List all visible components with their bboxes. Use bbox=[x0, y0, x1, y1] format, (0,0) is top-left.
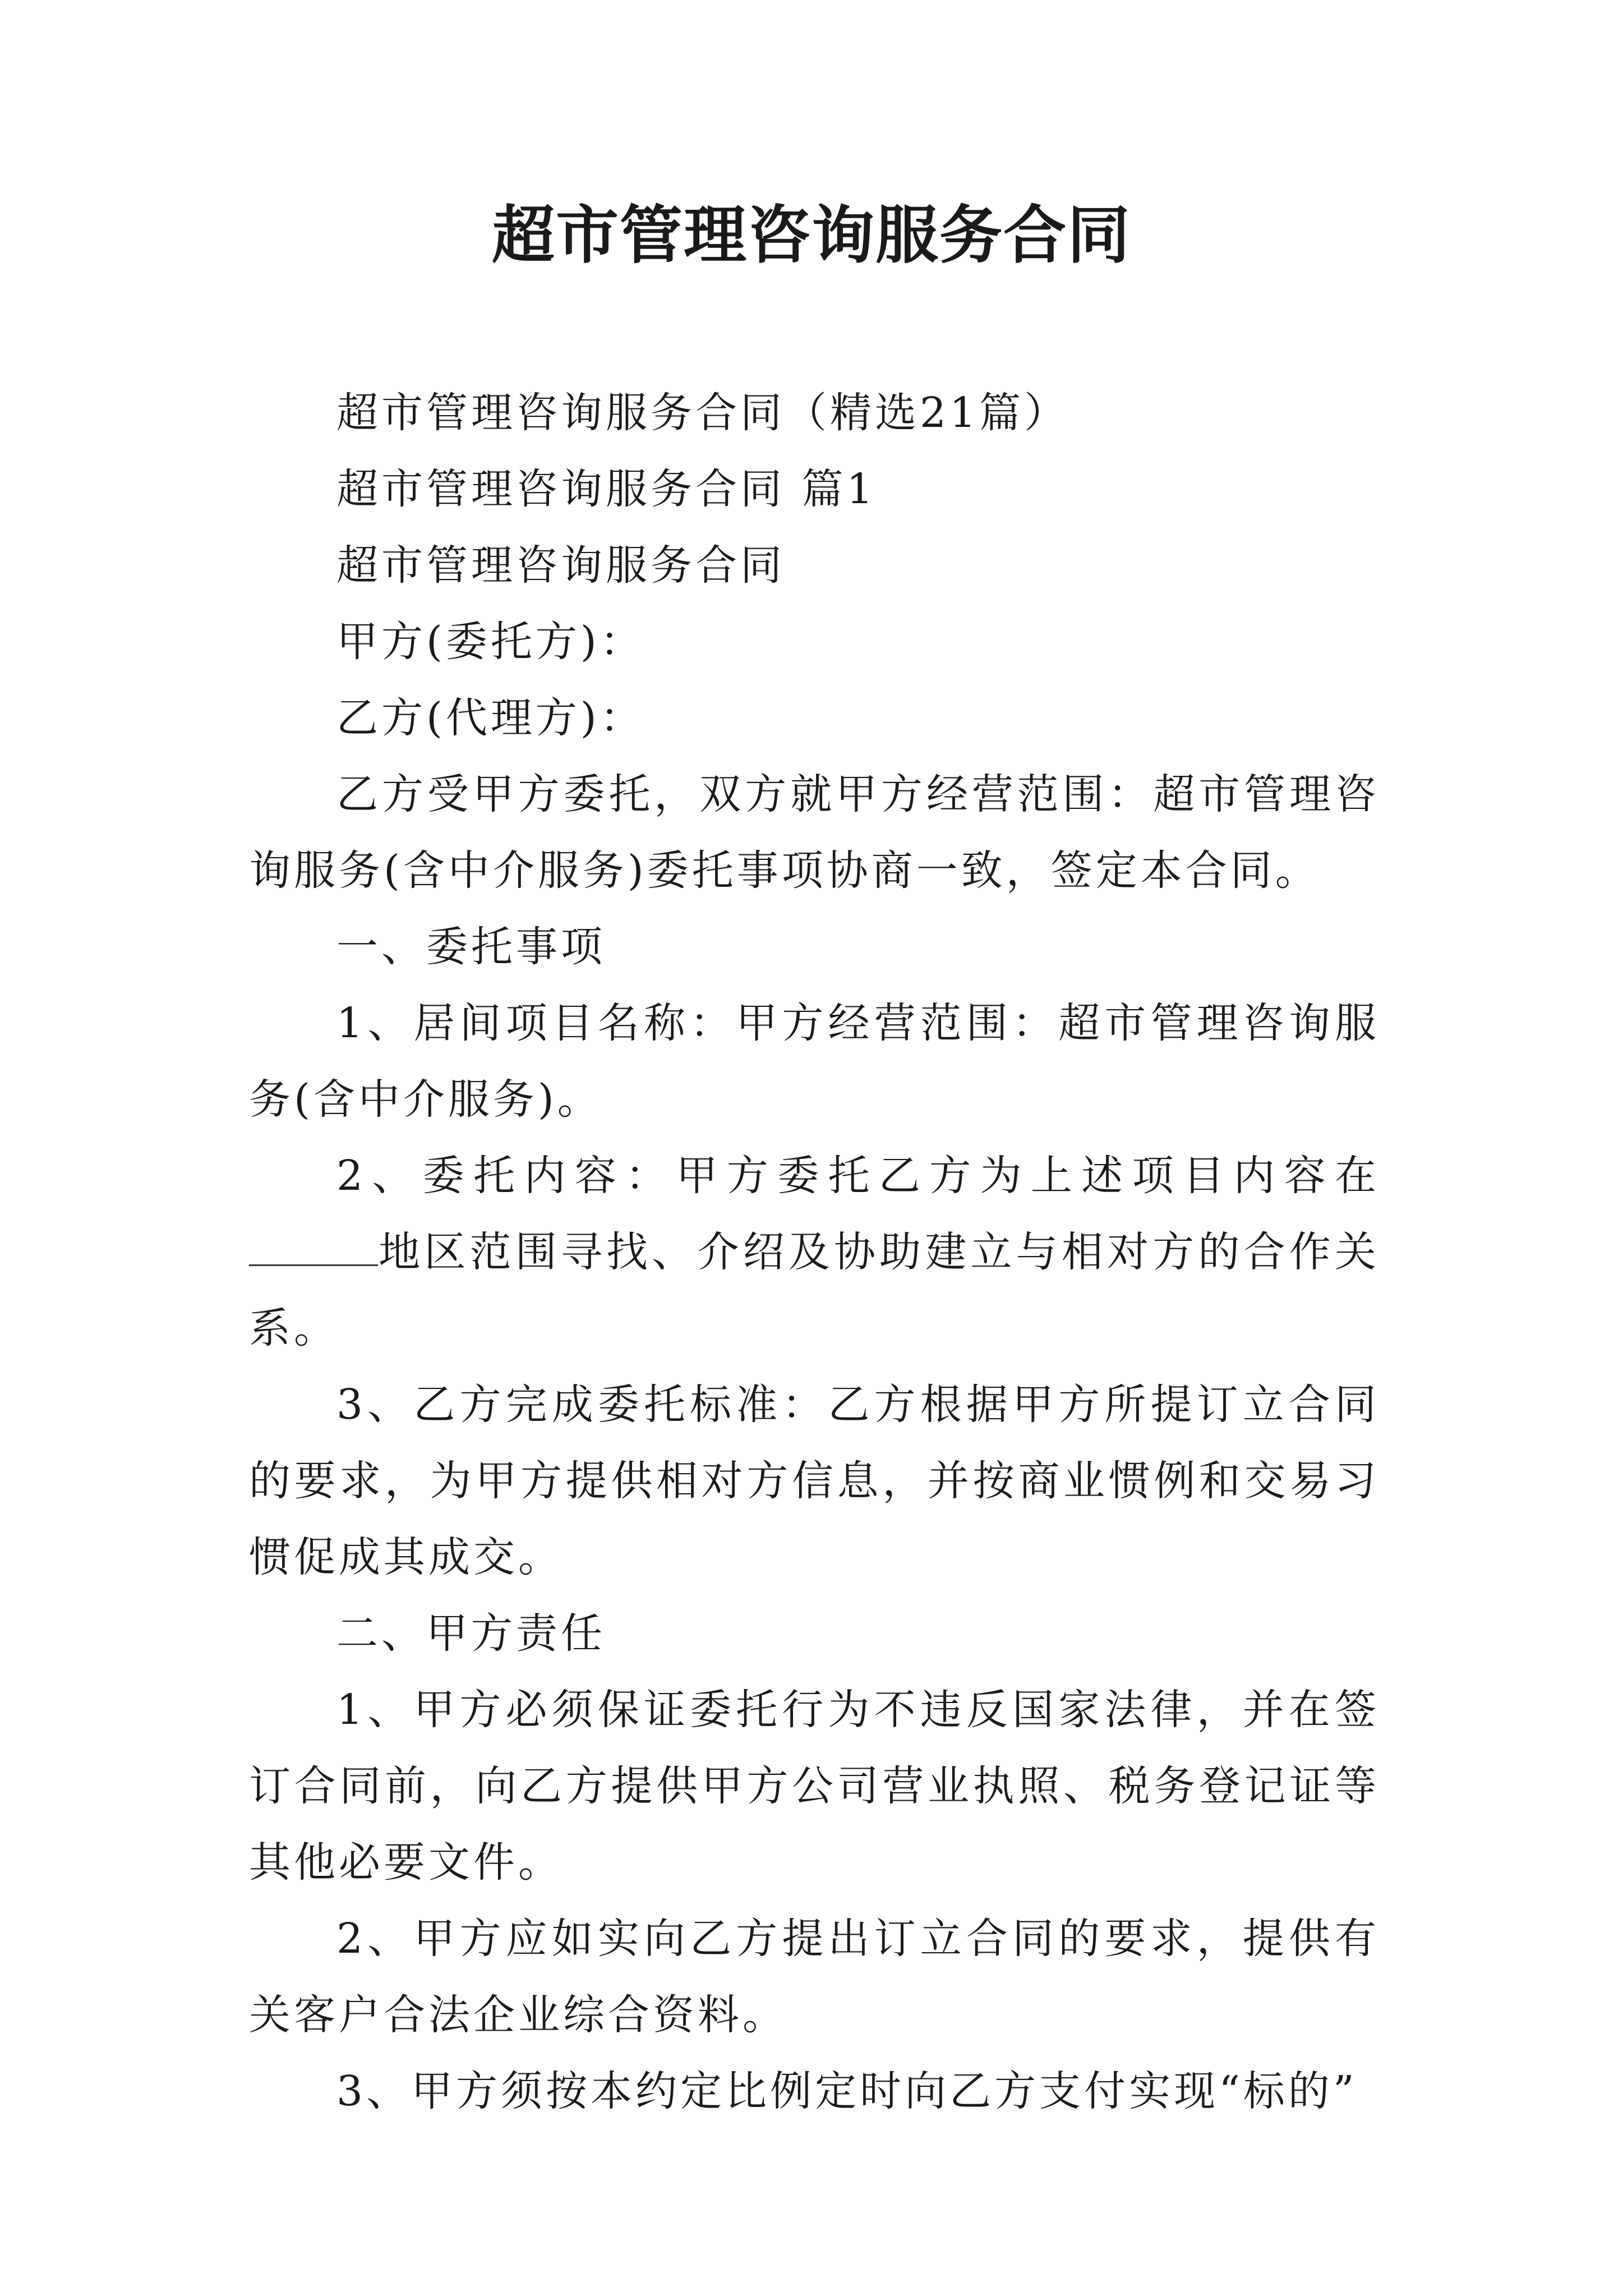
preamble-paragraph: 乙方受甲方委托，双方就甲方经营范围：超市管理咨询服务(含中介服务)委托事项协商一致，签定本合同。 bbox=[249, 770, 1380, 895]
contract-name: 超市管理咨询服务合同 bbox=[336, 541, 785, 590]
party-a-line: 甲方(委托方)： bbox=[336, 618, 645, 666]
clause-1-1: 1、居间项目名称：甲方经营范围：超市管理咨询服务(含中介服务)。 bbox=[249, 999, 1380, 1124]
heading-entrusted-matters: 一、委托事项 bbox=[336, 923, 606, 971]
clause-2-1: 1、甲方必须保证委托行为不违反国家法律，并在签订合同前，向乙方提供甲方公司营业执照、税务登记证等其他必要文件。 bbox=[249, 1686, 1380, 1887]
clause-1-2-before-blank: 2、委托内容：甲方委托乙方为上述项目内容在 bbox=[336, 1152, 1380, 1200]
document-title: 超市管理咨询服务合同 bbox=[492, 199, 1131, 272]
clause-1-2 bbox=[249, 1138, 1380, 1366]
clause-1-3: 3、乙方完成委托标准：乙方根据甲方所提订立合同的要求，为甲方提供相对方信息，并按商业惯例和交易习惯促成其成交。 bbox=[249, 1381, 1380, 1581]
party-b-line: 乙方(代理方)： bbox=[336, 694, 645, 742]
clause-2-2: 2、甲方应如实向乙方提出订立合同的要求，提供有关客户合法企业综合资料。 bbox=[249, 1915, 1380, 2039]
document-body bbox=[249, 375, 1380, 2129]
fill-in-blank bbox=[249, 1231, 378, 1266]
heading-party-a-duties: 二、甲方责任 bbox=[336, 1609, 606, 1658]
clause-2-3: 3、甲方须按本约定比例定时向乙方支付实现“标的” bbox=[336, 2067, 1358, 2115]
section-heading: 超市管理咨询服务合同 篇1 bbox=[336, 465, 877, 513]
subtitle-line: 超市管理咨询服务合同（精选21篇） bbox=[336, 389, 1069, 437]
clause-1-2-after-blank: 地区范围寻找、介绍及协助建立与相对方的合作关系。 bbox=[249, 1228, 1380, 1352]
